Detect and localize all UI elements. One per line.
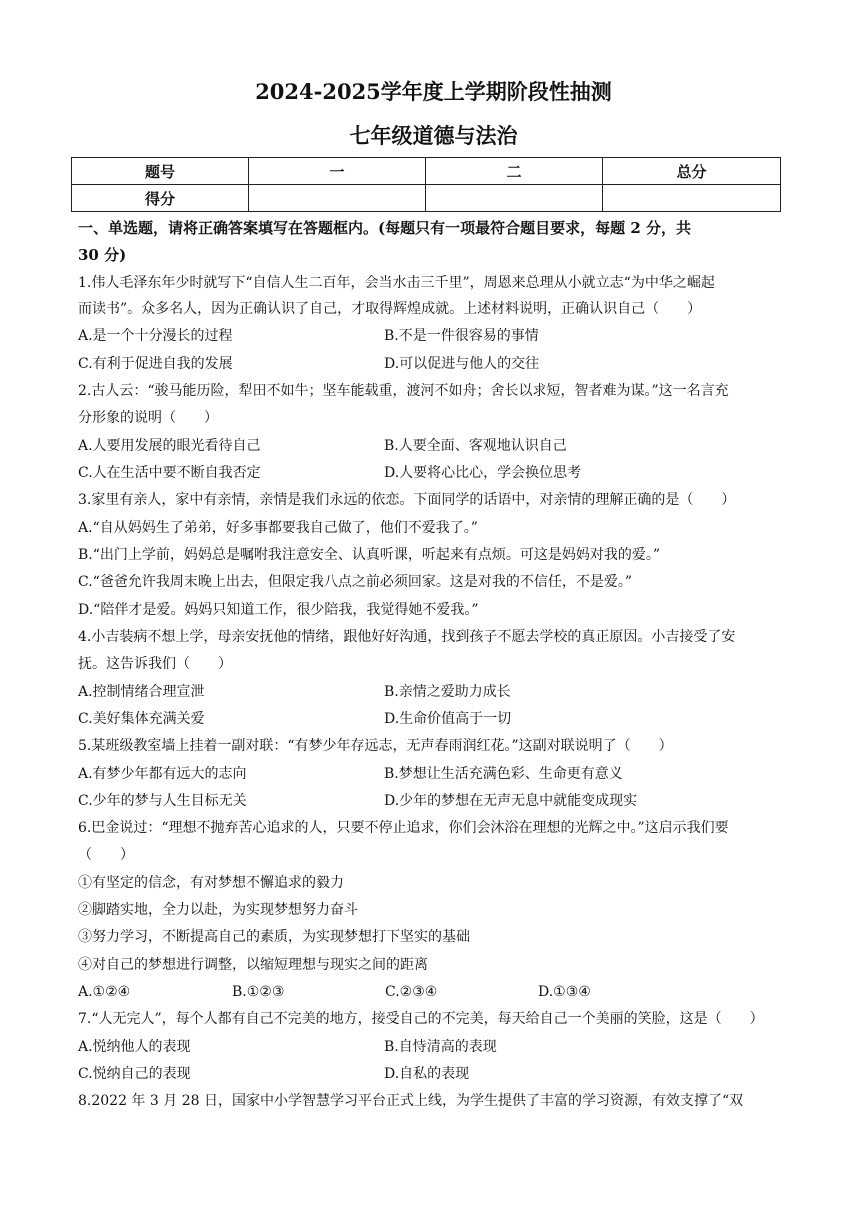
score-cell	[603, 185, 781, 212]
question-4-option-b: B.亲情之爱助力成长	[384, 684, 511, 700]
question-3-option-c: C.“爸爸允许我周末晚上出去，但限定我八点之前必须回家。这是对我的不信任，不是爱。”	[78, 574, 632, 590]
score-cell	[249, 185, 426, 212]
question-5-option-d: D.少年的梦想在无声无息中就能变成现实	[384, 793, 638, 809]
section-heading: 一、单选题，请将正确答案填写在答题框内。(每题只有一项最符合题目要求，每题 2 分，共	[78, 219, 691, 237]
question-6-stem: 6.巴金说过：“理想不抛弃苦心追求的人，只要不停止追求，你们会沐浴在理想的光辉之中。”这启示我们要	[78, 820, 729, 836]
question-4-option-a: A.控制情绪合理宣泄	[78, 684, 205, 700]
question-6-item-1: ①有坚定的信念，有对梦想不懈追求的毅力	[78, 875, 344, 891]
question-1-stem-cont: 而读书”。众多名人，因为正确认识了自己，才取得辉煌成就。上述材料说明，正确认识自己（ ）	[78, 301, 702, 317]
question-2-stem-cont: 分形象的说明（ ）	[78, 410, 218, 426]
question-4-option-c: C.美好集体充满关爱	[78, 711, 205, 727]
question-3-option-d: D.“陪伴才是爱。妈妈只知道工作，很少陪我，我觉得她不爱我。”	[78, 602, 479, 618]
question-4-stem-cont: 抚。这告诉我们（ ）	[78, 656, 232, 672]
question-5-option-c: C.少年的梦与人生目标无关	[78, 793, 247, 809]
question-1-option-b: B.不是一件很容易的事情	[384, 328, 539, 344]
question-6-option-d: D.①③④	[538, 984, 591, 1000]
question-3-stem: 3.家里有亲人，家中有亲情，亲情是我们永远的依恋。下面同学的话语中，对亲情的理解正确的是（ ）	[78, 492, 736, 508]
question-6-option-a: A.①②④	[78, 984, 131, 1000]
question-4-stem: 4.小吉装病不想上学，母亲安抚他的情绪，跟他好好沟通，找到孩子不愿去学校的真正原因。小吉接受了安	[78, 629, 736, 645]
question-6-stem-cont: （ ）	[78, 847, 134, 863]
question-1-stem: 1.伟人毛泽东年少时就写下“自信人生二百年，会当水击三千里”，周恩来总理从小就立志“为中华之崛起	[78, 275, 715, 291]
score-table-score-row	[72, 185, 781, 212]
question-6-item-2: ②脚踏实地，全力以赴，为实现梦想努力奋斗	[78, 902, 358, 918]
question-7-option-b: B.自恃清高的表现	[384, 1039, 497, 1055]
question-7-option-d: D.自私的表现	[384, 1066, 470, 1082]
question-5-option-a: A.有梦少年都有远大的志向	[78, 766, 247, 782]
question-5-stem: 5.某班级教室墙上挂着一副对联：“有梦少年存远志，无声春雨润红花。”这副对联说明了（ ）	[78, 738, 673, 754]
question-1-option-c: C.有利于促进自我的发展	[78, 356, 233, 372]
question-2-option-b: B.人要全面、客观地认识自己	[384, 438, 567, 454]
score-table-header: 二	[426, 158, 603, 185]
exam-title: 2024-2025学年度上学期阶段性抽测	[255, 79, 612, 104]
question-1-option-a: A.是一个十分漫长的过程	[78, 328, 233, 344]
question-3-option-b: B.“出门上学前，妈妈总是嘱咐我注意安全、认真听课，听起来有点烦。可这是妈妈对我的爱。”	[78, 547, 661, 563]
question-4-option-d: D.生命价值高于一切	[384, 711, 512, 727]
exam-subtitle: 七年级道德与法治	[349, 123, 518, 148]
question-2-stem: 2.古人云：“骏马能历险，犁田不如牛；坚车能载重，渡河不如舟；舍长以求短，智者难为谋。”这一名言充	[78, 383, 729, 399]
score-cell	[426, 185, 603, 212]
question-7-option-a: A.悦纳他人的表现	[78, 1039, 191, 1055]
question-7-option-c: C.悦纳自己的表现	[78, 1066, 191, 1082]
score-table-header: 一	[249, 158, 426, 185]
question-8-stem: 8.2022 年 3 月 28 日，国家中小学智慧学习平台正式上线，为学生提供了丰富的学习资源，有效支撑了“双	[78, 1093, 744, 1109]
question-1-option-d: D.可以促进与他人的交往	[384, 356, 540, 372]
score-row-label: 得分	[72, 185, 249, 212]
question-6-option-c: C.②③④	[385, 984, 438, 1000]
score-table	[71, 157, 781, 212]
question-2-option-d: D.人要将心比心，学会换位思考	[384, 465, 582, 481]
section-heading-cont: 30 分)	[78, 246, 127, 264]
score-table-header: 题号	[72, 158, 249, 185]
question-7-stem: 7.“人无完人”，每个人都有自己不完美的地方，接受自己的不完美，每天给自己一个美丽的笑脸，这是（ ）	[78, 1011, 764, 1027]
question-6-item-4: ④对自己的梦想进行调整，以缩短理想与现实之间的距离	[78, 957, 428, 973]
question-2-option-c: C.人在生活中要不断自我否定	[78, 465, 261, 481]
score-table-header-row	[72, 158, 781, 185]
question-3-option-a: A.“自从妈妈生了弟弟，好多事都要我自己做了，他们不爱我了。”	[78, 520, 478, 536]
question-2-option-a: A.人要用发展的眼光看待自己	[78, 438, 261, 454]
question-6-option-b: B.①②③	[232, 984, 285, 1000]
question-5-option-b: B.梦想让生活充满色彩、生命更有意义	[384, 766, 623, 782]
score-table-header: 总分	[603, 158, 781, 185]
question-6-item-3: ③努力学习，不断提高自己的素质，为实现梦想打下坚实的基础	[78, 929, 470, 945]
